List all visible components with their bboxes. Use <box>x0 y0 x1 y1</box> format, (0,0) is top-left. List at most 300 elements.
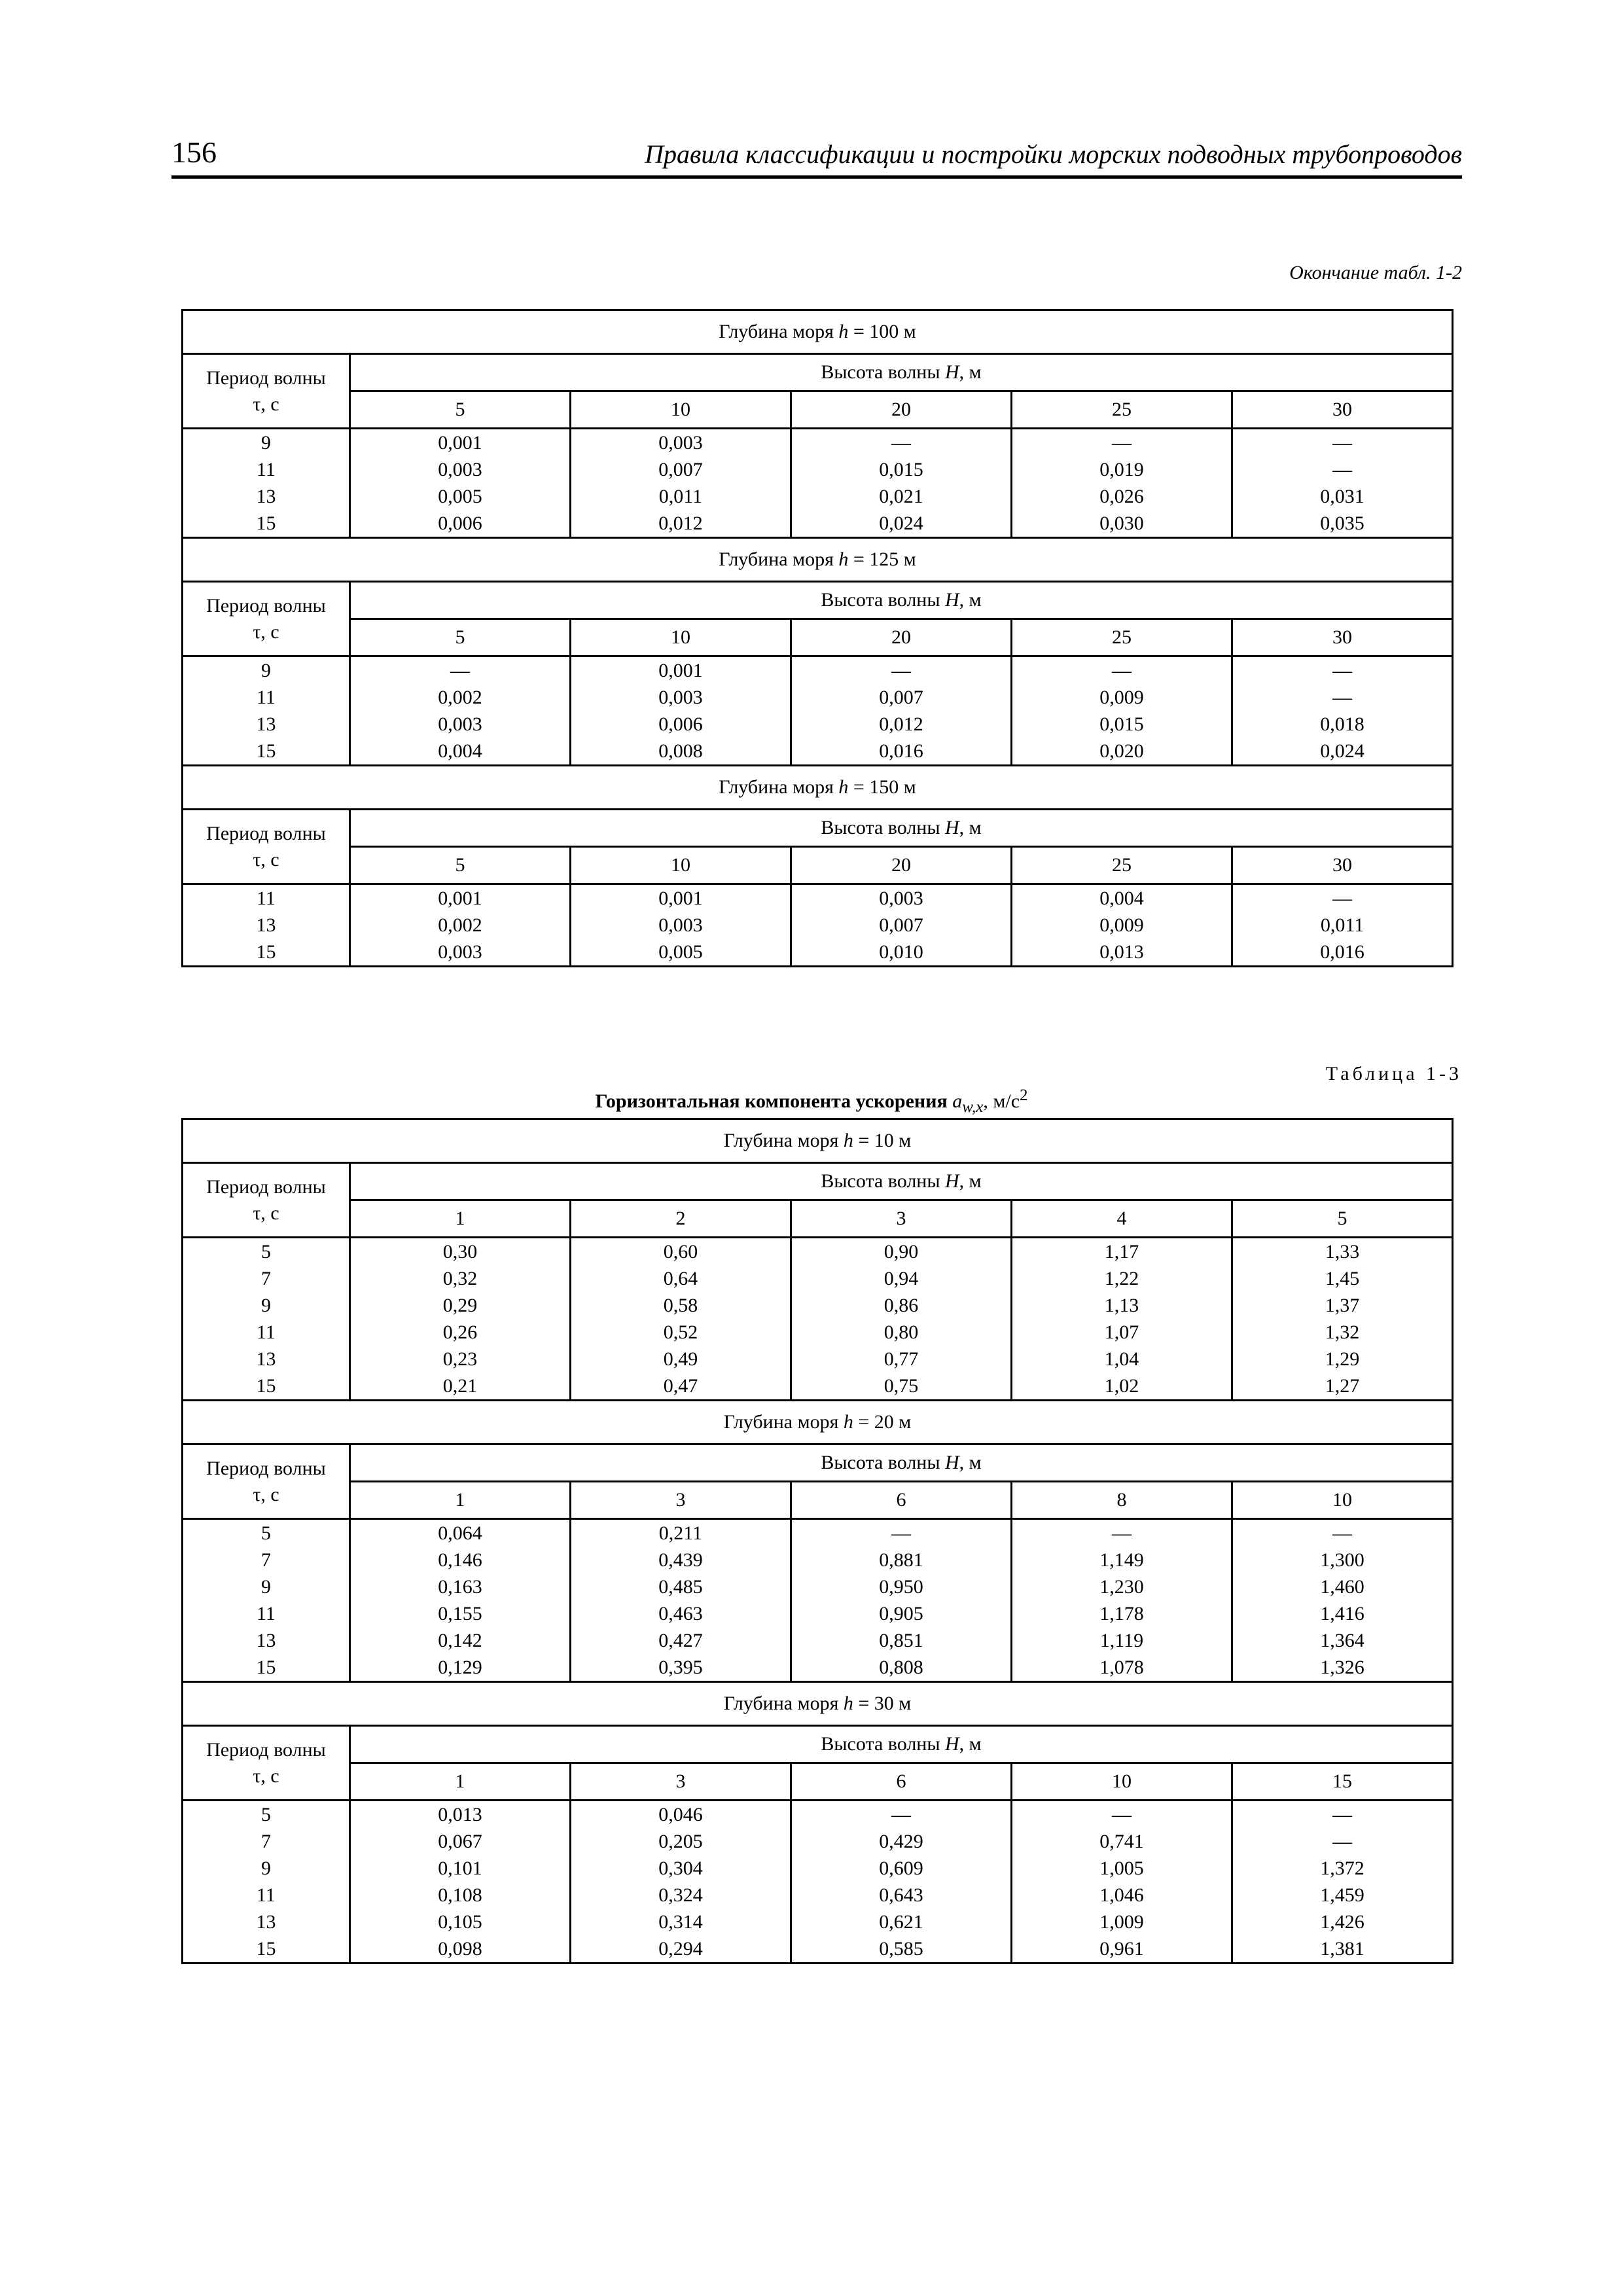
period-value: 11 <box>257 888 276 909</box>
period-label: Период волны <box>206 822 326 844</box>
value-column <box>350 656 571 766</box>
value-cell: 0,024 <box>879 512 923 534</box>
value-cell: 0,155 <box>438 1603 482 1624</box>
wave-height-value: 10 <box>571 619 791 656</box>
period-value: 15 <box>256 740 276 762</box>
value-cell: 0,146 <box>438 1549 482 1571</box>
value-column <box>350 1519 571 1682</box>
period-unit: τ, с <box>253 1483 279 1505</box>
value-cell: 0,294 <box>658 1938 703 1960</box>
wave-height-value: 25 <box>1012 847 1232 884</box>
wave-height-header <box>350 1163 1453 1200</box>
title-subscript: w,x <box>962 1098 984 1116</box>
value-cell: 1,17 <box>1104 1241 1139 1263</box>
value-cell: 0,163 <box>438 1576 482 1598</box>
wave-height-value: 10 <box>1012 1763 1232 1801</box>
values-row <box>183 1238 1453 1401</box>
value-cell: — <box>891 660 911 681</box>
depth-prefix: Глубина моря <box>719 321 839 342</box>
value-cell: 0,001 <box>658 660 703 681</box>
value-cell: — <box>1112 1804 1132 1825</box>
value-column <box>571 1519 791 1682</box>
height-label-prefix: Высота волны <box>821 589 945 611</box>
wave-height-value: 5 <box>350 391 571 429</box>
values-row <box>183 1801 1453 1964</box>
value-cell: 0,52 <box>663 1321 698 1343</box>
value-cell: 0,004 <box>1099 888 1144 909</box>
wave-height-value: 5 <box>1232 1200 1453 1238</box>
wave-height-header <box>350 582 1453 619</box>
height-label-symbol: H <box>945 1733 959 1755</box>
depth-cell <box>183 1119 1453 1163</box>
depth-symbol: h <box>838 776 849 798</box>
wave-height-value: 10 <box>1232 1482 1453 1519</box>
value-column <box>350 429 571 538</box>
depth-section <box>183 766 1453 967</box>
period-unit: τ, с <box>253 848 279 870</box>
wave-height-value: 15 <box>1232 1763 1453 1801</box>
value-cell: 0,003 <box>438 713 482 735</box>
period-value: 13 <box>256 1348 276 1370</box>
value-cell: 0,609 <box>879 1857 923 1879</box>
value-cell: 0,108 <box>438 1884 482 1906</box>
value-cell: 0,427 <box>658 1630 703 1651</box>
wave-height-header <box>350 1444 1453 1482</box>
wave-height-value: 30 <box>1232 391 1453 429</box>
table-number: Таблица 1-3 <box>1325 1063 1462 1085</box>
table-1-2 <box>181 309 1454 967</box>
value-column <box>1232 429 1453 538</box>
depth-section <box>183 310 1453 538</box>
depth-section <box>183 1401 1453 1682</box>
value-cell: 1,009 <box>1099 1911 1144 1933</box>
period-unit: τ, с <box>253 620 279 643</box>
heights-row <box>183 1763 1453 1801</box>
value-cell: 0,007 <box>658 459 703 480</box>
value-cell: 0,429 <box>879 1831 923 1852</box>
value-cell: 0,105 <box>438 1911 482 1933</box>
value-column <box>571 884 791 967</box>
depth-prefix: Глубина моря <box>723 1693 844 1714</box>
value-cell: 1,29 <box>1325 1348 1360 1370</box>
value-column <box>571 1801 791 1964</box>
running-title: Правила классификации и постройки морских подводных трубопроводов <box>645 139 1462 169</box>
depth-suffix: = 20 м <box>853 1411 912 1433</box>
value-cell: — <box>1332 432 1353 454</box>
depth-cell <box>183 766 1453 810</box>
value-cell: 0,21 <box>442 1375 478 1397</box>
header-row <box>183 354 1453 391</box>
value-cell: 0,012 <box>879 713 923 735</box>
depth-symbol: h <box>843 1411 853 1433</box>
depth-section <box>183 1682 1453 1964</box>
period-value: 15 <box>256 512 276 534</box>
period-label: Период волны <box>206 1175 326 1198</box>
period-unit: τ, с <box>253 1765 279 1787</box>
depth-suffix: = 10 м <box>853 1130 912 1151</box>
value-column <box>350 1801 571 1964</box>
value-cell: 0,019 <box>1099 459 1144 480</box>
period-value: 15 <box>256 941 276 963</box>
value-column <box>1232 1519 1453 1682</box>
period-label: Период волны <box>206 1738 326 1761</box>
value-column <box>1012 429 1232 538</box>
table-continuation-caption: Окончание табл. 1-2 <box>1289 262 1462 283</box>
value-cell: 0,395 <box>658 1657 703 1678</box>
value-cell: 1,460 <box>1320 1576 1364 1598</box>
period-value: 13 <box>256 713 276 735</box>
wave-height-value: 8 <box>1012 1482 1232 1519</box>
wave-height-value: 1 <box>350 1200 571 1238</box>
period-value: 5 <box>261 1804 271 1825</box>
heights-row <box>183 847 1453 884</box>
value-cell: 0,86 <box>883 1295 919 1316</box>
value-column <box>1232 884 1453 967</box>
height-label-suffix: , м <box>959 1452 982 1473</box>
value-cell: 0,29 <box>442 1295 478 1316</box>
value-cell: 0,016 <box>1320 941 1364 963</box>
period-value: 13 <box>256 486 276 507</box>
height-label-symbol: H <box>945 1170 959 1192</box>
depth-suffix: = 125 м <box>848 548 916 570</box>
period-value: 7 <box>261 1268 271 1289</box>
period-value: 9 <box>261 432 271 454</box>
depth-section <box>183 538 1453 766</box>
value-cell: 0,015 <box>1099 713 1144 735</box>
wave-height-header <box>350 1726 1453 1763</box>
value-cell: 0,621 <box>879 1911 923 1933</box>
depth-symbol: h <box>838 321 849 342</box>
depth-row <box>183 310 1453 354</box>
height-label-prefix: Высота волны <box>821 1170 945 1192</box>
depth-row <box>183 538 1453 582</box>
period-value: 11 <box>257 459 276 480</box>
period-value: 7 <box>261 1831 271 1852</box>
value-cell: 0,003 <box>658 687 703 708</box>
value-column <box>791 1801 1012 1964</box>
value-cell: 0,75 <box>883 1375 919 1397</box>
value-cell: 0,30 <box>442 1241 478 1263</box>
value-column <box>571 656 791 766</box>
height-label-prefix: Высота волны <box>821 361 945 383</box>
value-cell: 0,005 <box>438 486 482 507</box>
value-cell: 0,950 <box>879 1576 923 1598</box>
period-value: 13 <box>256 1911 276 1933</box>
value-cell: 0,011 <box>658 486 703 507</box>
value-cell: 0,001 <box>658 888 703 909</box>
value-cell: 1,37 <box>1325 1295 1360 1316</box>
wave-height-value: 2 <box>571 1200 791 1238</box>
period-value: 13 <box>256 1630 276 1651</box>
wave-height-value: 30 <box>1232 847 1453 884</box>
depth-suffix: = 30 м <box>853 1693 912 1714</box>
wave-height-header <box>350 354 1453 391</box>
period-value: 5 <box>261 1241 271 1263</box>
period-values <box>183 1238 350 1401</box>
value-cell: 0,101 <box>438 1857 482 1879</box>
wave-height-value: 6 <box>791 1482 1012 1519</box>
value-column <box>1012 884 1232 967</box>
depth-row <box>183 1119 1453 1163</box>
header-rule <box>171 175 1462 179</box>
value-cell: 1,300 <box>1320 1549 1364 1571</box>
wave-height-header <box>350 810 1453 847</box>
period-values <box>183 1801 350 1964</box>
value-cell: 0,77 <box>883 1348 919 1370</box>
value-cell: 0,007 <box>879 687 923 708</box>
value-cell: 0,32 <box>442 1268 478 1289</box>
value-cell: 0,851 <box>879 1630 923 1651</box>
header-row <box>183 1444 1453 1482</box>
value-cell: 0,098 <box>438 1938 482 1960</box>
value-cell: 0,015 <box>879 459 923 480</box>
heights-row <box>183 1482 1453 1519</box>
value-cell: 0,002 <box>438 914 482 936</box>
period-header <box>183 354 350 429</box>
heights-row <box>183 1200 1453 1238</box>
period-value: 11 <box>257 1321 276 1343</box>
value-cell: 0,304 <box>658 1857 703 1879</box>
value-cell: — <box>891 432 911 454</box>
value-cell: 0,485 <box>658 1576 703 1598</box>
wave-height-value: 10 <box>571 847 791 884</box>
wave-height-value: 5 <box>350 619 571 656</box>
header-row <box>183 582 1453 619</box>
value-cell: — <box>1332 888 1353 909</box>
value-column <box>1012 1801 1232 1964</box>
value-cell: 0,067 <box>438 1831 482 1852</box>
value-cell: 0,905 <box>879 1603 923 1624</box>
value-cell: 0,142 <box>438 1630 482 1651</box>
depth-row <box>183 1682 1453 1726</box>
heights-row <box>183 619 1453 656</box>
value-cell: — <box>1332 660 1353 681</box>
value-cell: 0,47 <box>663 1375 698 1397</box>
value-cell: 1,07 <box>1104 1321 1139 1343</box>
wave-height-value: 20 <box>791 847 1012 884</box>
period-value: 9 <box>261 660 271 681</box>
value-cell: 0,003 <box>658 914 703 936</box>
wave-height-value: 5 <box>350 847 571 884</box>
depth-section <box>183 1119 1453 1401</box>
value-cell: — <box>1332 1522 1353 1544</box>
wave-height-value: 3 <box>571 1763 791 1801</box>
value-cell: 0,002 <box>438 687 482 708</box>
value-cell: — <box>1332 687 1353 708</box>
wave-height-value: 25 <box>1012 619 1232 656</box>
values-row <box>183 1519 1453 1682</box>
value-column <box>791 1519 1012 1682</box>
height-label-suffix: , м <box>959 361 982 383</box>
depth-cell <box>183 1682 1453 1726</box>
wave-height-value: 30 <box>1232 619 1453 656</box>
period-value: 7 <box>261 1549 271 1571</box>
period-label: Период волны <box>206 1457 326 1479</box>
value-cell: 0,58 <box>663 1295 698 1316</box>
value-cell: 0,80 <box>883 1321 919 1343</box>
value-column <box>350 884 571 967</box>
value-column <box>791 429 1012 538</box>
period-value: 15 <box>256 1657 276 1678</box>
value-cell: 0,001 <box>438 432 482 454</box>
depth-prefix: Глубина моря <box>723 1411 844 1433</box>
value-column <box>791 1238 1012 1401</box>
period-header <box>183 582 350 656</box>
value-column <box>350 1238 571 1401</box>
wave-height-value: 25 <box>1012 391 1232 429</box>
value-cell: 0,012 <box>658 512 703 534</box>
header-row <box>183 1163 1453 1200</box>
value-cell: 0,003 <box>658 432 703 454</box>
depth-suffix: = 100 м <box>848 321 916 342</box>
height-label-prefix: Высота волны <box>821 1452 945 1473</box>
period-unit: τ, с <box>253 393 279 415</box>
wave-height-value: 6 <box>791 1763 1012 1801</box>
value-cell: 1,27 <box>1325 1375 1360 1397</box>
value-cell: 1,078 <box>1099 1657 1144 1678</box>
value-cell: 1,13 <box>1104 1295 1139 1316</box>
depth-symbol: h <box>843 1130 853 1151</box>
value-cell: — <box>1332 459 1353 480</box>
period-header <box>183 1444 350 1519</box>
value-cell: 0,026 <box>1099 486 1144 507</box>
value-cell: 0,035 <box>1320 512 1364 534</box>
header-row <box>183 1726 1453 1763</box>
value-cell: 0,23 <box>442 1348 478 1370</box>
value-cell: 0,013 <box>1099 941 1144 963</box>
value-cell: 0,064 <box>438 1522 482 1544</box>
value-column <box>1012 1519 1232 1682</box>
title-units-power: 2 <box>1020 1086 1028 1104</box>
value-cell: 1,426 <box>1320 1911 1364 1933</box>
value-cell: 0,018 <box>1320 713 1364 735</box>
value-cell: 1,22 <box>1104 1268 1139 1289</box>
depth-symbol: h <box>838 548 849 570</box>
value-cell: 1,364 <box>1320 1630 1364 1651</box>
value-cell: 0,013 <box>438 1804 482 1825</box>
value-cell: 0,011 <box>1320 914 1364 936</box>
wave-height-value: 10 <box>571 391 791 429</box>
period-value: 11 <box>257 1603 276 1624</box>
value-cell: 0,314 <box>658 1911 703 1933</box>
value-column <box>791 884 1012 967</box>
depth-prefix: Глубина моря <box>719 548 839 570</box>
value-cell: 0,881 <box>879 1549 923 1571</box>
wave-height-value: 3 <box>571 1482 791 1519</box>
value-cell: 0,007 <box>879 914 923 936</box>
value-cell: 0,009 <box>1099 914 1144 936</box>
value-cell: 0,324 <box>658 1884 703 1906</box>
value-cell: 0,205 <box>658 1831 703 1852</box>
value-cell: 0,60 <box>663 1241 698 1263</box>
value-column <box>791 656 1012 766</box>
value-cell: 0,024 <box>1320 740 1364 762</box>
height-label-symbol: H <box>945 589 959 611</box>
height-label-suffix: , м <box>959 817 982 838</box>
value-column <box>1232 1801 1453 1964</box>
depth-cell <box>183 538 1453 582</box>
value-column <box>1012 1238 1232 1401</box>
value-cell: 0,961 <box>1099 1938 1144 1960</box>
period-value: 9 <box>261 1576 271 1598</box>
value-cell: 0,046 <box>658 1804 703 1825</box>
value-cell: 1,04 <box>1104 1348 1139 1370</box>
value-cell: 0,808 <box>879 1657 923 1678</box>
wave-height-value: 1 <box>350 1763 571 1801</box>
value-cell: 1,33 <box>1325 1241 1360 1263</box>
depth-prefix: Глубина моря <box>719 776 839 798</box>
height-label-suffix: , м <box>959 1170 982 1192</box>
wave-height-value: 3 <box>791 1200 1012 1238</box>
value-cell: 1,149 <box>1099 1549 1144 1571</box>
height-label-suffix: , м <box>959 1733 982 1755</box>
value-column <box>571 429 791 538</box>
value-cell: 0,006 <box>658 713 703 735</box>
value-cell: 0,010 <box>879 941 923 963</box>
value-cell: — <box>1332 1804 1353 1825</box>
value-cell: 0,008 <box>658 740 703 762</box>
heights-row <box>183 391 1453 429</box>
wave-height-value: 20 <box>791 619 1012 656</box>
value-cell: 0,001 <box>438 888 482 909</box>
table-title <box>0 1086 1623 1117</box>
period-values <box>183 656 350 766</box>
period-values <box>183 884 350 967</box>
period-unit: τ, с <box>253 1202 279 1224</box>
period-value: 15 <box>256 1938 276 1960</box>
value-cell: 1,45 <box>1325 1268 1360 1289</box>
value-cell: 0,020 <box>1099 740 1144 762</box>
table-title-text: Горизонтальная компонента ускорения <box>595 1090 953 1112</box>
value-cell: 0,741 <box>1099 1831 1144 1852</box>
value-cell: 0,031 <box>1320 486 1364 507</box>
depth-row <box>183 766 1453 810</box>
period-value: 11 <box>257 1884 276 1906</box>
value-cell: 0,003 <box>879 888 923 909</box>
wave-height-value: 1 <box>350 1482 571 1519</box>
height-label-symbol: H <box>945 1452 959 1473</box>
period-values <box>183 1519 350 1682</box>
value-cell: 1,372 <box>1320 1857 1364 1879</box>
value-cell: 1,119 <box>1099 1630 1144 1651</box>
value-cell: 1,32 <box>1325 1321 1360 1343</box>
value-cell: 0,585 <box>879 1938 923 1960</box>
depth-prefix: Глубина моря <box>723 1130 844 1151</box>
period-label: Период волны <box>206 594 326 617</box>
value-cell: 0,003 <box>438 941 482 963</box>
value-cell: 1,046 <box>1099 1884 1144 1906</box>
value-cell: 1,326 <box>1320 1657 1364 1678</box>
period-label: Период волны <box>206 367 326 389</box>
values-row <box>183 884 1453 967</box>
period-value: 15 <box>256 1375 276 1397</box>
value-cell: 1,459 <box>1320 1884 1364 1906</box>
value-cell: 1,416 <box>1320 1603 1364 1624</box>
value-cell: 0,49 <box>663 1348 698 1370</box>
value-cell: — <box>1112 432 1132 454</box>
value-cell: 0,005 <box>658 941 703 963</box>
value-cell: 0,006 <box>438 512 482 534</box>
value-column <box>1232 656 1453 766</box>
value-cell: — <box>1332 1831 1353 1852</box>
value-cell: 0,030 <box>1099 512 1144 534</box>
value-cell: — <box>1112 1522 1132 1544</box>
value-cell: 0,439 <box>658 1549 703 1571</box>
period-value: 5 <box>261 1522 271 1544</box>
page-number: 156 <box>171 135 217 169</box>
wave-height-value: 20 <box>791 391 1012 429</box>
value-cell: — <box>1112 660 1132 681</box>
